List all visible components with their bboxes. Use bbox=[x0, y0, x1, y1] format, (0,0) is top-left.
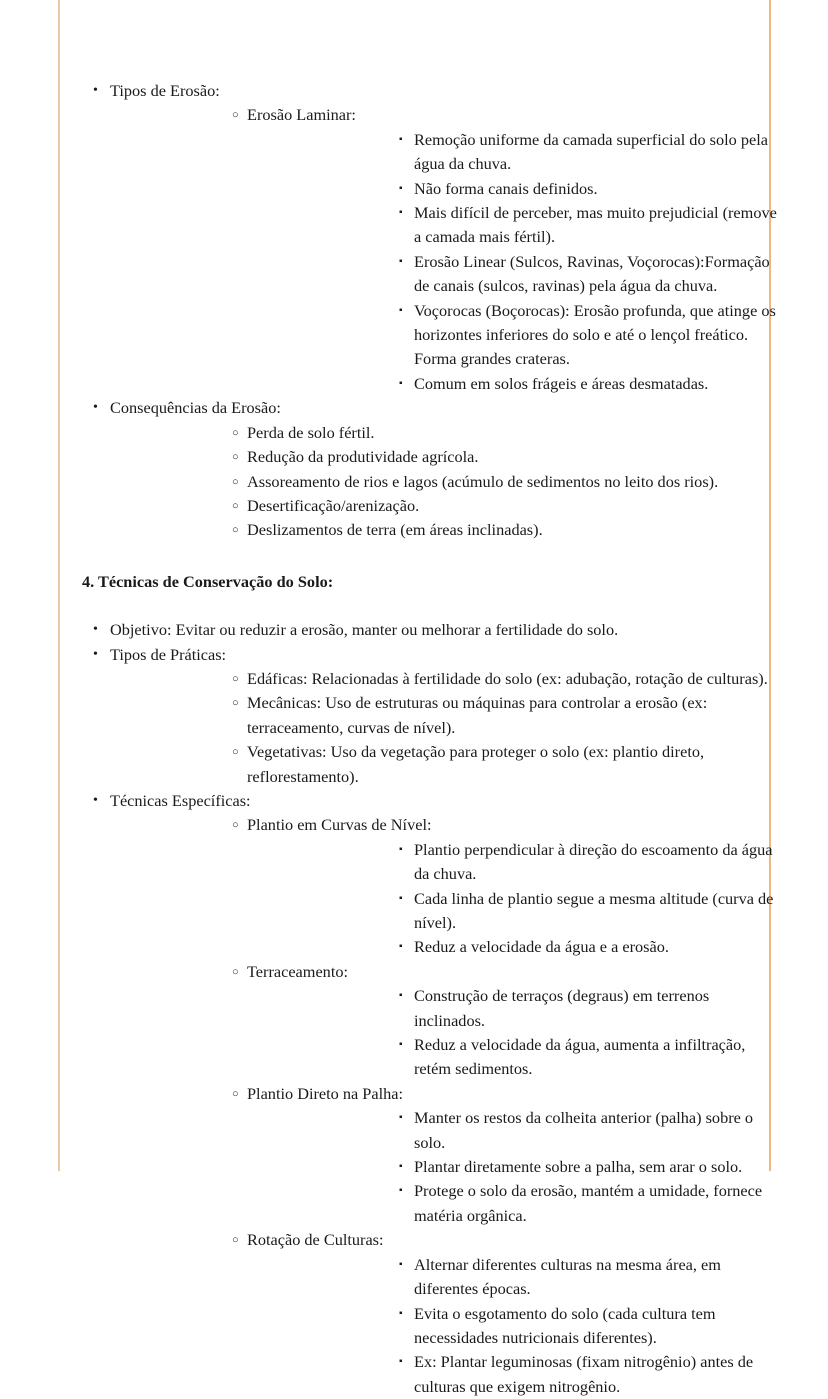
bullet-list-level-2 bbox=[110, 667, 828, 789]
bullet-marker-level-3-icon: ▪ bbox=[399, 843, 403, 855]
bullet-list-level-3 bbox=[247, 128, 828, 396]
section-heading-tecnicas: 4. Técnicas de Conservação do Solo: bbox=[82, 571, 334, 591]
list-item bbox=[247, 1155, 828, 1179]
bullet-list-level-2 bbox=[110, 813, 828, 1399]
list-item-text: Plantio perpendicular à direção do escoamento da água da chuva. bbox=[414, 839, 773, 884]
list-item-text: Construção de terraços (degraus) em terrenos inclinados. bbox=[414, 986, 710, 1030]
list-item bbox=[0, 643, 828, 789]
bullet-marker-level-3-icon: ▪ bbox=[399, 304, 403, 316]
list-item bbox=[110, 1082, 828, 1228]
bullet-list-level-1 bbox=[0, 618, 828, 1399]
list-item-text: Alternar diferentes culturas na mesma área, em diferentes épocas. bbox=[414, 1254, 721, 1299]
list-item bbox=[247, 128, 828, 177]
top-spacer bbox=[0, 0, 828, 79]
section-tecnicas bbox=[0, 618, 828, 1399]
list-item-text: Reduz a velocidade da água, aumenta a infiltração, retém sedimentos. bbox=[414, 1035, 746, 1079]
bullet-marker-level-1-icon: • bbox=[93, 400, 98, 416]
list-item-text: Ex: Plantar leguminosas (fixam nitrogênio) antes de culturas que exigem nitrogênio. bbox=[414, 1352, 754, 1396]
list-item bbox=[0, 789, 828, 1399]
list-item bbox=[110, 445, 828, 469]
bullet-marker-level-3-icon: ▪ bbox=[399, 1161, 403, 1173]
bullet-marker-level-3-icon: ▪ bbox=[399, 990, 403, 1002]
bullet-marker-level-2-icon: ○ bbox=[232, 965, 239, 978]
bullet-marker-level-2-icon: ○ bbox=[232, 475, 239, 488]
list-item bbox=[247, 1033, 828, 1082]
bullet-list-level-3 bbox=[247, 1253, 828, 1399]
list-item-text: Redução da produtividade agrícola. bbox=[247, 447, 479, 467]
list-item bbox=[247, 1350, 828, 1399]
list-item bbox=[110, 470, 828, 494]
list-item-text: Tipos de Erosão: bbox=[110, 81, 220, 100]
list-item-text: Erosão Laminar: bbox=[247, 105, 356, 125]
list-item-text: Erosão Linear (Sulcos, Ravinas, Voçorocas):Formação de canais (sulcos, ravinas) pela água da chuva. bbox=[414, 251, 770, 296]
list-item bbox=[247, 935, 828, 959]
list-item-text: Edáficas: Relacionadas à fertilidade do solo (ex: adubação, rotação de culturas). bbox=[247, 668, 768, 688]
list-item-text: Remoção uniforme da camada superficial do solo pela água da chuva. bbox=[414, 129, 768, 174]
bullet-marker-level-3-icon: ▪ bbox=[399, 941, 403, 953]
list-item bbox=[247, 1106, 828, 1155]
list-item-text: Vegetativas: Uso da vegetação para proteger o solo (ex: plantio direto, reflorestamento). bbox=[247, 742, 705, 786]
bullet-marker-level-2-icon: ○ bbox=[232, 1087, 239, 1100]
bullet-marker-level-1-icon: • bbox=[93, 622, 98, 638]
list-item-text: Cada linha de plantio segue a mesma altitude (curva de nível). bbox=[414, 888, 774, 932]
list-item bbox=[247, 201, 828, 250]
list-item bbox=[110, 1228, 828, 1399]
list-item-text: Voçorocas (Boçorocas): Erosão profunda, que atinge os horizontes inferiores do solo e até o lençol freático. Forma grandes crateras. bbox=[414, 300, 776, 369]
bullet-marker-level-3-icon: ▪ bbox=[399, 1039, 403, 1051]
list-item bbox=[0, 79, 828, 396]
list-item bbox=[247, 177, 828, 201]
list-item-text: Mais difícil de perceber, mas muito prejudicial (remove a camada mais fértil). bbox=[414, 203, 777, 247]
bullet-marker-level-3-icon: ▪ bbox=[399, 1112, 403, 1124]
section-gap bbox=[0, 543, 828, 570]
bullet-marker-level-1-icon: • bbox=[93, 792, 98, 808]
bullet-marker-level-3-icon: ▪ bbox=[399, 207, 403, 219]
list-item bbox=[110, 740, 828, 789]
bullet-marker-level-3-icon: ▪ bbox=[399, 1307, 403, 1319]
tecnicas-list-container bbox=[0, 618, 828, 1399]
erosao-list-container bbox=[0, 79, 828, 543]
list-item bbox=[110, 960, 828, 1082]
list-item-text: Evita o esgotamento do solo (cada cultura tem necessidades nutricionais diferentes). bbox=[414, 1303, 716, 1347]
list-item-text: Consequências da Erosão: bbox=[110, 398, 281, 418]
list-item bbox=[247, 299, 828, 372]
list-item-text: Rotação de Culturas: bbox=[247, 1230, 384, 1250]
list-item-text: Mecânicas: Uso de estruturas ou máquinas para controlar a erosão (ex: terraceamento, curvas de nível). bbox=[247, 693, 708, 737]
section-erosao bbox=[0, 79, 828, 543]
bullet-list-level-3 bbox=[247, 838, 828, 960]
bullet-marker-level-2-icon: ○ bbox=[232, 499, 239, 512]
list-item bbox=[110, 421, 828, 445]
bullet-marker-level-2-icon: ○ bbox=[232, 819, 239, 832]
list-item-text: Assoreamento de rios e lagos (acúmulo de sedimentos no leito dos rios). bbox=[247, 471, 719, 491]
bullet-marker-level-2-icon: ○ bbox=[232, 451, 239, 464]
list-item bbox=[247, 1179, 828, 1228]
list-item bbox=[247, 887, 828, 936]
list-item bbox=[110, 691, 828, 740]
list-item-text: Plantio em Curvas de Nível: bbox=[247, 815, 432, 835]
bullet-marker-level-1-icon: • bbox=[93, 646, 98, 662]
list-item bbox=[247, 984, 828, 1033]
bullet-marker-level-3-icon: ▪ bbox=[399, 1258, 403, 1270]
bullet-list-level-2 bbox=[110, 103, 828, 396]
list-item bbox=[247, 372, 828, 396]
bullet-marker-level-3-icon: ▪ bbox=[399, 377, 403, 389]
bullet-marker-level-1-icon: • bbox=[93, 83, 98, 98]
bullet-marker-level-2-icon: ○ bbox=[232, 524, 239, 537]
bullet-list-level-3 bbox=[247, 1106, 828, 1228]
list-item-text: Plantio Direto na Palha: bbox=[247, 1083, 403, 1103]
list-item bbox=[0, 396, 828, 542]
list-item-text: Desertificação/arenização. bbox=[247, 495, 420, 515]
list-item bbox=[247, 1253, 828, 1302]
bullet-marker-level-2-icon: ○ bbox=[232, 672, 239, 685]
list-item bbox=[0, 618, 828, 642]
list-item-text: Terraceamento: bbox=[247, 961, 349, 981]
bullet-list-level-1 bbox=[0, 79, 828, 543]
list-item bbox=[110, 667, 828, 691]
list-item bbox=[247, 1302, 828, 1351]
list-item-text: Comum em solos frágeis e áreas desmatadas. bbox=[414, 373, 709, 393]
list-item-text: Protege o solo da erosão, mantém a umidade, fornece matéria orgânica. bbox=[414, 1181, 763, 1225]
bullet-marker-level-3-icon: ▪ bbox=[399, 1185, 403, 1197]
list-item-text: Deslizamentos de terra (em áreas inclinadas). bbox=[247, 520, 543, 540]
bullet-list-level-2 bbox=[110, 421, 828, 543]
bullet-marker-level-2-icon: ○ bbox=[232, 426, 239, 439]
bullet-marker-level-3-icon: ▪ bbox=[399, 892, 403, 904]
list-item bbox=[110, 518, 828, 542]
list-item-text: Tipos de Práticas: bbox=[110, 644, 227, 664]
bullet-marker-level-2-icon: ○ bbox=[232, 697, 239, 710]
bullet-marker-level-2-icon: ○ bbox=[232, 746, 239, 759]
list-item bbox=[110, 103, 828, 396]
list-item bbox=[247, 838, 828, 887]
list-item bbox=[110, 813, 828, 959]
bullet-marker-level-3-icon: ▪ bbox=[399, 182, 403, 194]
bullet-marker-level-3-icon: ▪ bbox=[399, 133, 403, 145]
list-item-text: Reduz a velocidade da água e a erosão. bbox=[414, 937, 669, 957]
list-item-text: Plantar diretamente sobre a palha, sem arar o solo. bbox=[414, 1157, 743, 1177]
list-item-text: Não forma canais definidos. bbox=[414, 178, 598, 198]
bullet-marker-level-2-icon: ○ bbox=[232, 109, 239, 122]
list-item bbox=[110, 494, 828, 518]
list-item-text: Manter os restos da colheita anterior (palha) sobre o solo. bbox=[414, 1108, 754, 1152]
bullet-marker-level-3-icon: ▪ bbox=[399, 1356, 403, 1368]
list-item bbox=[247, 250, 828, 299]
bullet-marker-level-3-icon: ▪ bbox=[399, 255, 403, 267]
bullet-list-level-3 bbox=[247, 984, 828, 1082]
heading-gap bbox=[0, 594, 828, 618]
list-item-text: Objetivo: Evitar ou reduzir a erosão, manter ou melhorar a fertilidade do solo. bbox=[110, 620, 619, 640]
bullet-marker-level-2-icon: ○ bbox=[232, 1234, 239, 1247]
list-item-text: Técnicas Específicas: bbox=[110, 790, 251, 810]
list-item-text: Perda de solo fértil. bbox=[247, 422, 375, 442]
